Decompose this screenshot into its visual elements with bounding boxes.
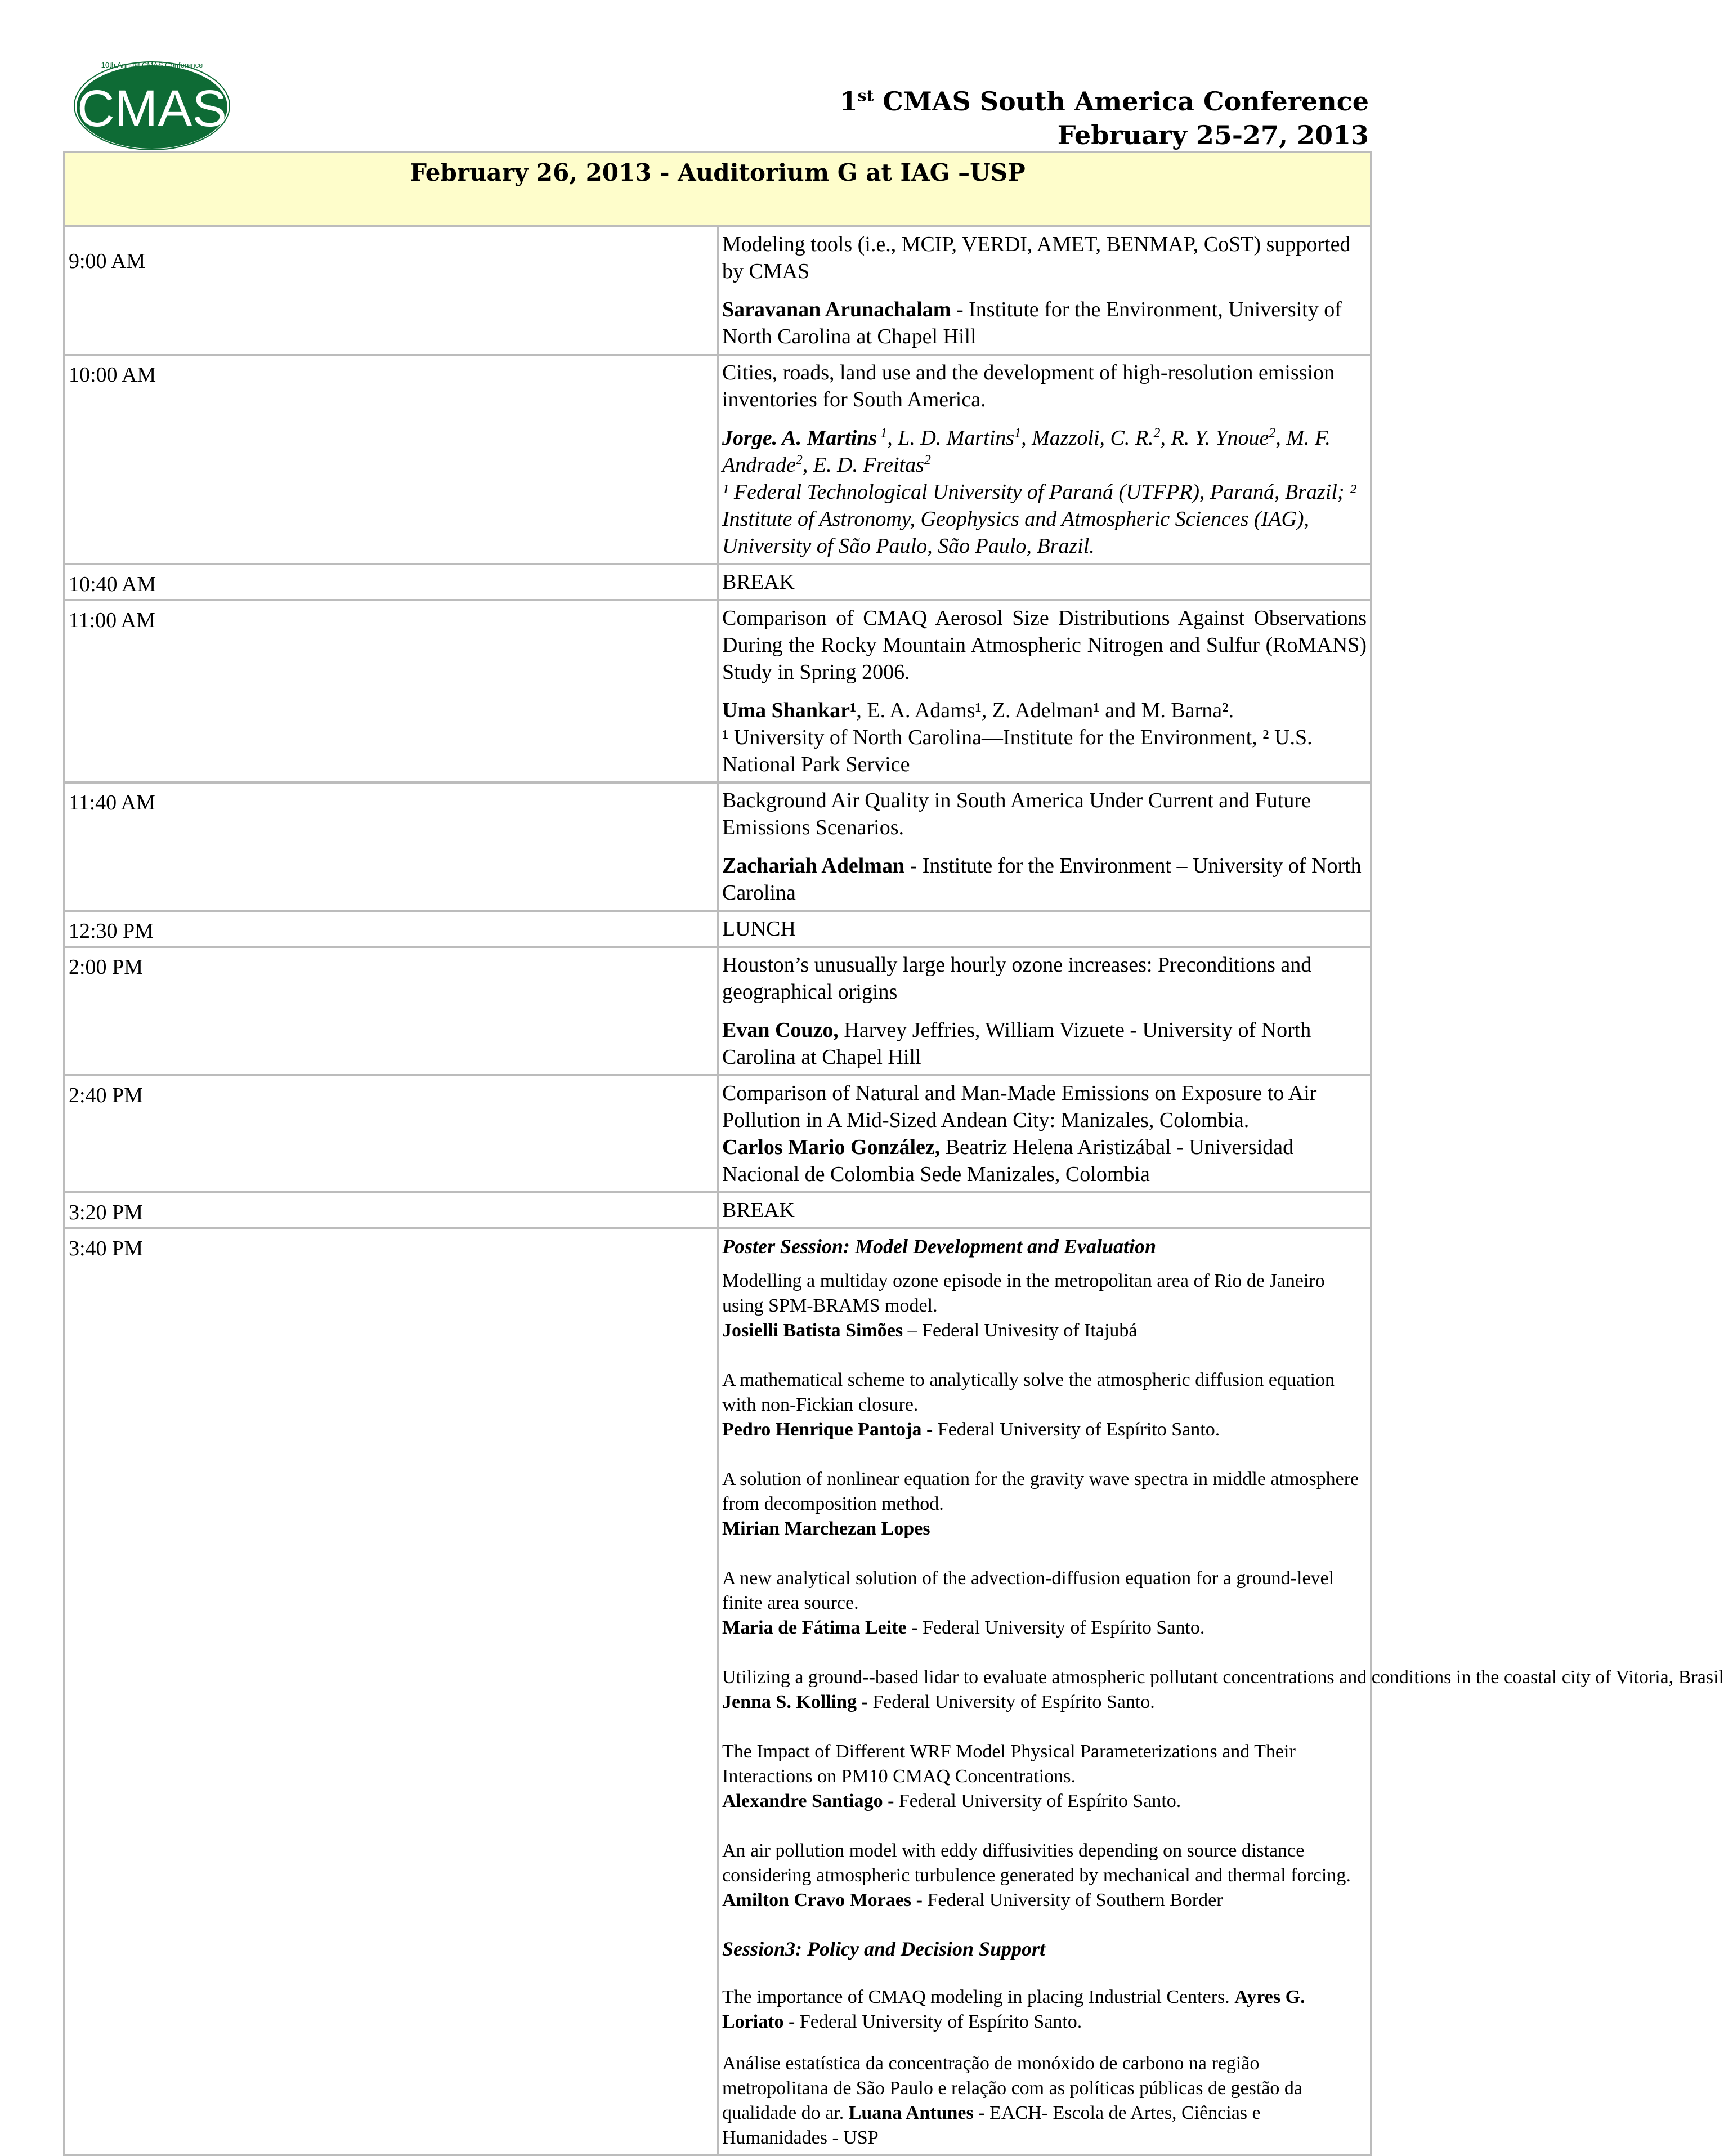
policy-title: Análise estatística da concentração de monóxido de carbono na região metropolitana de São Paulo e relação com as políticas públicas de gestão da qualidade do ar. — [722, 2053, 1302, 2123]
talk-title: Cities, roads, land use and the development of high-resolution emission inventories for South America. — [722, 361, 1335, 411]
author-sup: 2 — [795, 453, 803, 468]
poster-affiliation: Federal University of Southern Border — [922, 1890, 1223, 1911]
talk-speaker-line — [722, 1134, 1367, 1188]
cmas-logo-graphic — [72, 54, 232, 151]
poster-title: A new analytical solution of the advection-diffusion equation for a ground-level finite area source. — [722, 1568, 1335, 1613]
author-sup: 1 — [877, 426, 888, 441]
time-cell: 9:00 AM — [64, 226, 718, 355]
time-cell: 10:40 AM — [64, 564, 718, 600]
speaker-name: Jorge. A. Martins — [722, 426, 877, 450]
poster-item — [722, 1665, 1724, 1715]
poster-affiliation: Federal University of Espírito Santo. — [894, 1791, 1181, 1811]
content-cell — [718, 355, 1371, 564]
time-cell: 2:40 PM — [64, 1075, 718, 1192]
agenda-row — [64, 1075, 1371, 1192]
poster-item — [722, 1739, 1367, 1814]
poster-item — [722, 1467, 1367, 1541]
logo-text: CMAS — [77, 80, 227, 137]
content-cell — [718, 947, 1371, 1075]
agenda-table — [63, 151, 1724, 2156]
author-name: , L. D. Martins — [887, 426, 1015, 450]
poster-affiliation: Federal University of Espírito Santo. — [917, 1617, 1205, 1638]
author-sup: 2 — [1269, 426, 1276, 441]
author-name: , E. D. Freitas — [802, 453, 924, 477]
policy-author: Ayres G. Loriato - — [722, 1987, 1305, 2032]
speaker-name: Zachariah Adelman — [722, 854, 905, 878]
talk-speaker-line — [722, 852, 1367, 906]
author-name: , Mazzoli, C. R. — [1021, 426, 1154, 450]
policy-author: Luana Antunes - — [848, 2103, 985, 2123]
poster-item — [722, 1566, 1367, 1640]
conference-title — [840, 84, 1369, 118]
poster-author: Amilton Cravo Moraes - — [722, 1890, 923, 1911]
talk-title: Background Air Quality in South America Under Current and Future Emissions Scenarios. — [722, 789, 1311, 839]
speaker-affiliation: Harvey Jeffries, William Vizuete - University of North Carolina at Chapel Hill — [722, 1018, 1311, 1069]
poster-author-line — [722, 1616, 1367, 1640]
policy-session-heading: Session3: Policy and Decision Support — [722, 1938, 1046, 1960]
poster-item — [722, 1839, 1367, 1913]
poster-title: Modelling a multiday ozone episode in the metropolitan area of Rio de Janeiro using SPM-BRAMS model. — [722, 1271, 1325, 1316]
day-header-row — [64, 152, 1371, 226]
title-sup: st — [857, 86, 874, 105]
policy-item — [722, 1985, 1367, 2034]
talk-speaker-line — [722, 1017, 1367, 1071]
speaker-name: Saravanan Arunachalam — [722, 298, 951, 321]
poster-author-line — [722, 1789, 1367, 1814]
time-cell: 2:00 PM — [64, 947, 718, 1075]
poster-author: Josielli Batista Simões — [722, 1320, 903, 1341]
speaker-affiliation: - Institute for the Environment – University of North Carolina — [722, 854, 1362, 905]
coauthors: , E. A. Adams¹, Z. Adelman¹ and M. Barna². — [856, 699, 1234, 722]
talk-affiliations: ¹ University of North Carolina—Institute for the Environment, ² U.S. National Park Service — [722, 726, 1313, 776]
agenda-row — [64, 947, 1371, 1075]
poster-item — [722, 1269, 1367, 1343]
agenda-row — [64, 911, 1371, 947]
poster-author: Alexandre Santiago - — [722, 1791, 894, 1811]
content-cell — [718, 1075, 1371, 1192]
time-cell: 10:00 AM — [64, 355, 718, 564]
agenda-row — [64, 564, 1371, 600]
speaker-affiliation: Beatriz Helena Aristizábal - Universidad Nacional de Colombia Sede Manizales, Colombia — [722, 1135, 1294, 1186]
title-rest: CMAS South America Conference — [874, 86, 1369, 117]
author-sup: 2 — [924, 453, 931, 468]
poster-affiliation: – Federal Univesity of Itajubá — [903, 1320, 1138, 1341]
poster-author: Pedro Henrique Pantoja - — [722, 1419, 933, 1440]
poster-title: The Impact of Different WRF Model Physical Parameterizations and Their Interactions on PM10 CMAQ Concentrations. — [722, 1741, 1296, 1787]
talk-title: Comparison of Natural and Man-Made Emissions on Exposure to Air Pollution in A Mid-Sized Andean City: Manizales, Colombia. — [722, 1081, 1317, 1132]
time-cell: 11:40 AM — [64, 782, 718, 911]
speaker-name: Uma Shankar¹ — [722, 699, 857, 722]
talk-title: Comparison of CMAQ Aerosol Size Distributions Against Observations During the Rocky Mountain Atmospheric Nitrogen and Sulfur (RoMANS) Study in Spring 2006. — [722, 606, 1367, 684]
break-label: BREAK — [718, 1192, 1371, 1228]
time-cell: 11:00 AM — [64, 600, 718, 782]
poster-title: Utilizing a ground--based lidar to evaluate atmospheric pollutant concentrations and conditions in the coastal city of Vitoria, Brasil — [722, 1667, 1724, 1688]
speaker-affiliation: - Institute for the Environment, University of North Carolina at Chapel Hill — [722, 298, 1342, 348]
poster-author: Mirian Marchezan Lopes — [722, 1518, 930, 1539]
author-sup: 2 — [1153, 426, 1161, 441]
poster-author: Maria de Fátima Leite - — [722, 1617, 918, 1638]
poster-item — [722, 1368, 1367, 1442]
poster-title: An air pollution model with eddy diffusivities depending on source distance considering atmospheric turbulence generated by mechanical and thermal forcing. — [722, 1840, 1351, 1886]
title-num: 1 — [839, 86, 858, 117]
poster-affiliation: Federal University of Espírito Santo. — [933, 1419, 1220, 1440]
speaker-name: Evan Couzo, — [722, 1018, 839, 1042]
author-sup: 1 — [1014, 426, 1022, 441]
talk-authors — [722, 697, 1367, 724]
agenda-row — [64, 226, 1371, 355]
poster-author-line — [722, 1690, 1367, 1715]
poster-title: A mathematical scheme to analytically solve the atmospheric diffusion equation with non-Fickian closure. — [722, 1370, 1335, 1415]
break-label: BREAK — [718, 564, 1371, 600]
poster-author-line — [722, 1888, 1367, 1913]
day-header: February 26, 2013 - Auditorium G at IAG –USP — [64, 152, 1371, 226]
agenda-row — [64, 1192, 1371, 1228]
time-cell: 3:20 PM — [64, 1192, 718, 1228]
content-cell — [718, 782, 1371, 911]
author-name: , R. Y. Ynoue — [1160, 426, 1269, 450]
poster-author-line — [722, 1318, 1367, 1343]
poster-session-heading: Poster Session: Model Development and Evaluation — [722, 1235, 1157, 1258]
conference-header — [840, 84, 1369, 152]
talk-title: Modeling tools (i.e., MCIP, VERDI, AMET, BENMAP, CoST) supported by CMAS — [722, 232, 1351, 283]
policy-affiliation: EACH- Escola de Artes, Ciências e Humanidades - USP — [722, 2103, 1261, 2148]
conference-dates: February 25-27, 2013 — [1057, 120, 1369, 150]
content-cell — [718, 1228, 1724, 2155]
talk-speaker-line — [722, 296, 1367, 350]
policy-title: The importance of CMAQ modeling in placing Industrial Centers. — [722, 1987, 1235, 2007]
policy-affiliation: Federal University of Espírito Santo. — [795, 2011, 1082, 2032]
content-cell — [718, 226, 1371, 355]
poster-author-line — [722, 1417, 1367, 1442]
talk-authors — [722, 424, 1367, 478]
talk-affiliations: ¹ Federal Technological University of Paraná (UTFPR), Paraná, Brazil; ² Institute of Astronomy, Geophysics and Atmospheric Sciences (IAG), University of São Paulo, São Paulo, Brazil. — [722, 480, 1356, 558]
time-cell: 3:40 PM — [64, 1228, 718, 2155]
poster-affiliation: Federal University of Espírito Santo. — [867, 1692, 1155, 1712]
lunch-label: LUNCH — [718, 911, 1371, 947]
policy-item — [722, 2051, 1367, 2150]
logo-ring-text: 10th Annual CMAS Conference — [101, 61, 203, 69]
poster-title: A solution of nonlinear equation for the gravity wave spectra in middle atmosphere from decomposition method. — [722, 1469, 1359, 1514]
time-cell: 12:30 PM — [64, 911, 718, 947]
agenda-row — [64, 1228, 1371, 2155]
cmas-logo — [72, 54, 232, 151]
content-cell — [718, 600, 1371, 782]
poster-author-line — [722, 1517, 1367, 1541]
talk-title: Houston’s unusually large hourly ozone increases: Preconditions and geographical origins — [722, 953, 1312, 1004]
agenda-row — [64, 355, 1371, 564]
author-name: , M. F. Andrade — [722, 426, 1331, 477]
speaker-name: Carlos Mario González, — [722, 1135, 941, 1159]
poster-author: Jenna S. Kolling - — [722, 1692, 868, 1712]
agenda-row — [64, 782, 1371, 911]
agenda-row — [64, 600, 1371, 782]
